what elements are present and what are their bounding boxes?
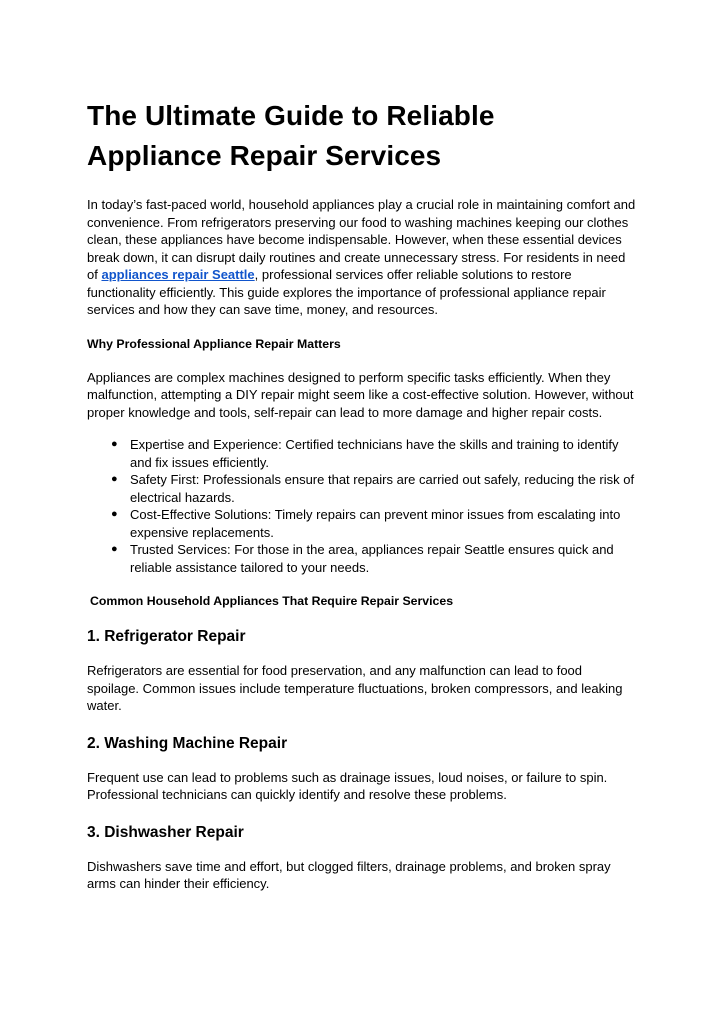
- list-item-text: Cost-Effective Solutions: Timely repairs can prevent minor issues from escalating into expensive replacements.: [130, 507, 621, 540]
- intro-text-before-link: In today’s fast-paced world, household appliances play a crucial role in maintaining comfort and convenience. From refrigerators preserving our food to washing machines keeping our clothes clean, these appliances have become indispensable. However, when these essential devices break down, it can disrupt daily routines and create unnecessary stress. For residents in need of: [87, 197, 636, 282]
- intro-paragraph: [87, 196, 637, 319]
- why-paragraph: Appliances are complex machines designed to perform specific tasks efficiently. When they malfunction, attempting a DIY repair might seem like a cost-effective solution. However, without proper knowledge and tools, self-repair can lead to more damage and higher repair costs.: [87, 369, 634, 420]
- page-title-line-2: Appliance Repair Services: [87, 140, 442, 171]
- list-item-text: Expertise and Experience: Certified technicians have the skills and training to identify and fix issues efficiently.: [130, 437, 619, 470]
- section-heading-refrigerator: 1. Refrigerator Repair: [87, 628, 246, 645]
- section-text-dishwasher: Dishwashers save time and effort, but clogged filters, drainage problems, and broken spray arms can hinder their efficiency.: [87, 858, 611, 891]
- bullet-icon: ●: [111, 543, 118, 555]
- page-title: [87, 96, 637, 176]
- benefits-list: [87, 436, 637, 576]
- section-heading-washing-machine: 2. Washing Machine Repair: [87, 734, 288, 752]
- list-item: [87, 541, 637, 576]
- bullet-icon: ●: [111, 508, 118, 520]
- page-title-line-1: The Ultimate Guide to Reliable: [87, 100, 495, 131]
- bullet-icon: ●: [111, 438, 118, 450]
- list-item: [87, 471, 637, 506]
- list-item-text: Safety First: Professionals ensure that repairs are carried out safely, reducing the risk of electrical hazards.: [130, 472, 635, 505]
- appliances-repair-seattle-link[interactable]: appliances repair Seattle: [101, 267, 255, 282]
- intro-text-after-link: , professional services offer reliable solutions to restore functionality efficiently. This guide explores the importance of professional appliance repair services and how they can save time, money, and resources.: [87, 267, 606, 317]
- section-text-refrigerator: Refrigerators are essential for food preservation, and any malfunction can lead to food spoilage. Common issues include temperature fluctuations, broken compressors, and leaking water.: [87, 663, 623, 713]
- section-text-washing-machine: Frequent use can lead to problems such as drainage issues, loud noises, or failure to spin. Professional technicians can quickly identify and resolve these problems.: [87, 769, 608, 802]
- bullet-icon: ●: [111, 473, 118, 485]
- list-item: [87, 506, 637, 541]
- document-content: [87, 96, 637, 912]
- list-item-text: Trusted Services: For those in the area, appliances repair Seattle ensures quick and reliable assistance tailored to your needs.: [130, 542, 614, 575]
- list-item: [87, 436, 637, 471]
- common-appliances-heading: Common Household Appliances That Require Repair Services: [90, 594, 454, 608]
- why-heading: Why Professional Appliance Repair Matters: [87, 336, 341, 351]
- section-heading-dishwasher: 3. Dishwasher Repair: [87, 823, 244, 841]
